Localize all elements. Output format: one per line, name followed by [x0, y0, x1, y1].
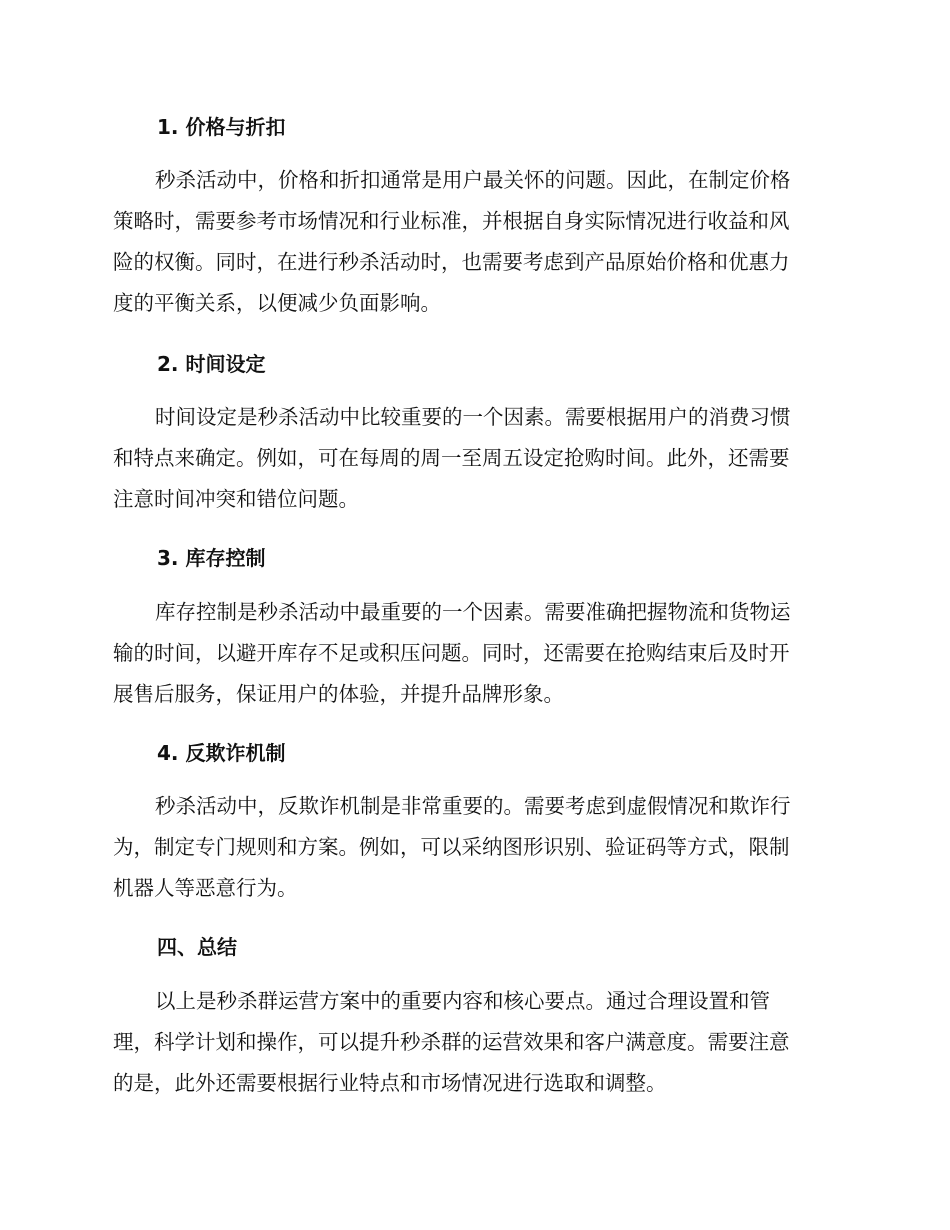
paragraph-line: 度的平衡关系，以便减少负面影响。 — [113, 291, 441, 315]
section-body-summary — [113, 981, 838, 1104]
paragraph-line: 输的时间，以避开库存不足或积压问题。同时，还需要在抢购结束后及时开 — [113, 641, 790, 665]
paragraph-line: 险的权衡。同时，在进行秒杀活动时，也需要考虑到产品原始价格和优惠力 — [113, 250, 790, 274]
paragraph-line: 机器人等恶意行为。 — [113, 876, 298, 900]
section-heading-antifraud: 4. 反欺诈机制 — [157, 741, 286, 765]
section-heading-price: 1. 价格与折扣 — [157, 115, 286, 139]
paragraph-line: 秒杀活动中，价格和折扣通常是用户最关怀的问题。因此，在制定价格 — [155, 168, 791, 192]
section-body-time — [113, 397, 838, 520]
paragraph-line: 为，制定专门规则和方案。例如，可以采纳图形识别、验证码等方式，限制 — [113, 835, 790, 859]
paragraph-line: 秒杀活动中，反欺诈机制是非常重要的。需要考虑到虚假情况和欺诈行 — [155, 794, 791, 818]
section-body-antifraud — [113, 786, 838, 909]
paragraph-line: 注意时间冲突和错位问题。 — [113, 487, 359, 511]
section-body-price — [113, 160, 838, 324]
section-body-inventory — [113, 592, 838, 715]
paragraph-line: 以上是秒杀群运营方案中的重要内容和核心要点。通过合理设置和管 — [155, 989, 770, 1013]
section-heading-time: 2. 时间设定 — [157, 352, 266, 376]
paragraph-line: 的是，此外还需要根据行业特点和市场情况进行选取和调整。 — [113, 1071, 667, 1095]
paragraph-line: 展售后服务，保证用户的体验，并提升品牌形象。 — [113, 682, 564, 706]
section-heading-summary: 四、总结 — [157, 935, 237, 959]
paragraph-line: 和特点来确定。例如，可在每周的周一至周五设定抢购时间。此外，还需要 — [113, 446, 790, 470]
section-heading-inventory: 3. 库存控制 — [157, 546, 266, 570]
paragraph-line: 策略时，需要参考市场情况和行业标准，并根据自身实际情况进行收益和风 — [113, 209, 790, 233]
paragraph-line: 理，科学计划和操作，可以提升秒杀群的运营效果和客户满意度。需要注意 — [113, 1030, 790, 1054]
paragraph-line: 时间设定是秒杀活动中比较重要的一个因素。需要根据用户的消费习惯 — [155, 405, 791, 429]
paragraph-line: 库存控制是秒杀活动中最重要的一个因素。需要准确把握物流和货物运 — [155, 600, 791, 624]
